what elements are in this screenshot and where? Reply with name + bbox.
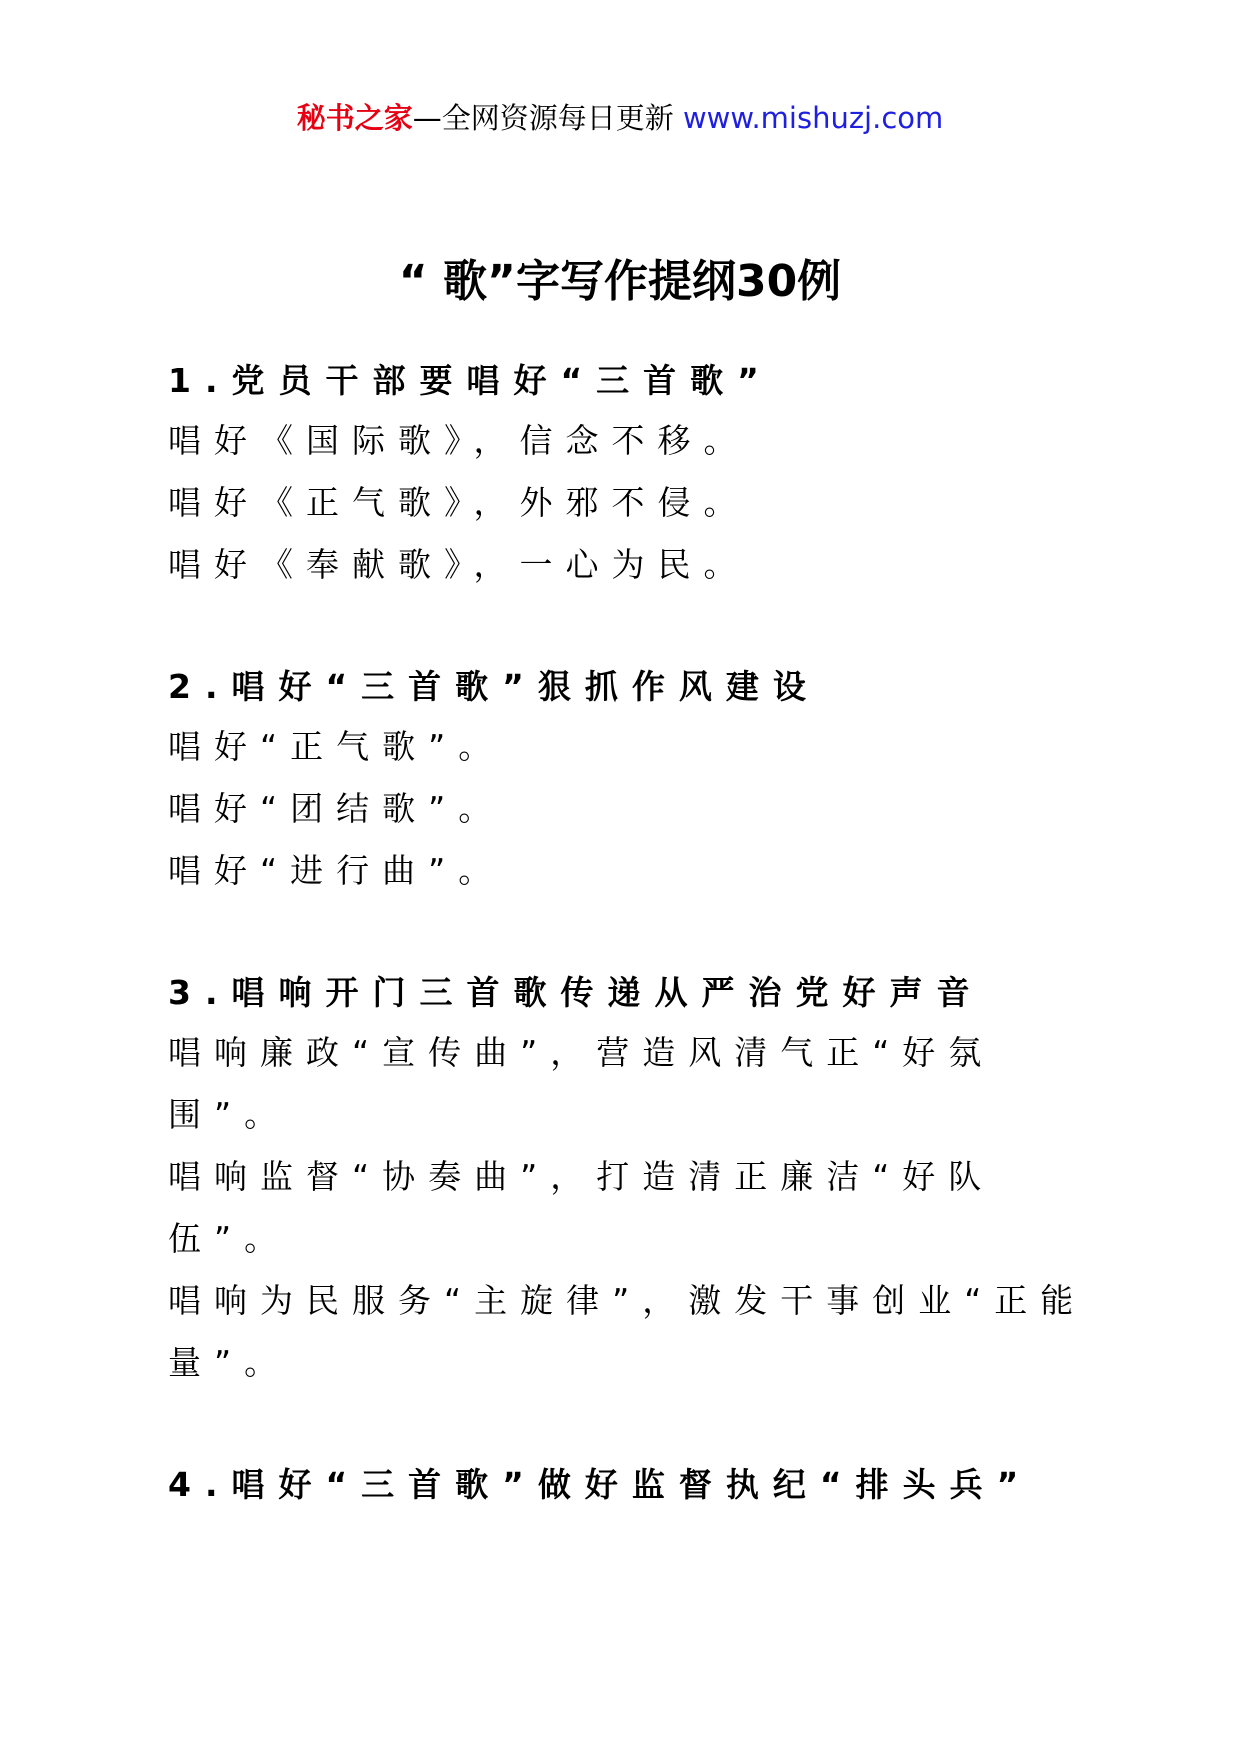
section-line: 唱响监督“协奏曲”，打造清正廉洁“好队伍”。 — [168, 1157, 995, 1258]
section-line: 唱响廉政“宣传曲”，营造风清气正“好氛围”。 — [168, 1033, 995, 1134]
document-title: “ 歌”字写作提纲30例 — [398, 256, 842, 307]
section-1 — [168, 352, 1088, 596]
section-line: 唱好“正气歌”。 — [168, 727, 505, 766]
section-line: 唱好《正气歌》，外邪不侵。 — [168, 483, 750, 522]
section-line: 唱响为民服务“主旋律”，激发干事创业“正能量”。 — [168, 1281, 1087, 1382]
section-heading: 1.党员干部要唱好“三首歌” — [168, 361, 773, 400]
site-header — [0, 98, 1240, 138]
site-brand: 秘书之家 — [296, 101, 413, 135]
section-line: 唱好《国际歌》，信念不移。 — [168, 421, 750, 460]
document-body — [168, 352, 1088, 1576]
section-line: 唱好“进行曲”。 — [168, 851, 505, 890]
section-line: 唱好《奉献歌》，一心为民。 — [168, 545, 750, 584]
section-2 — [168, 658, 1088, 902]
section-line: 唱好“团结歌”。 — [168, 789, 505, 828]
section-heading: 3.唱响开门三首歌传递从严治党好声音 — [168, 973, 984, 1012]
section-heading: 4.唱好“三首歌”做好监督执纪“排头兵” — [168, 1465, 1033, 1504]
site-tagline: —全网资源每日更新 — [412, 101, 674, 135]
section-3 — [168, 964, 1088, 1394]
section-4 — [168, 1456, 1088, 1514]
section-heading: 2.唱好“三首歌”狠抓作风建设 — [168, 667, 820, 706]
site-url-link[interactable]: www.mishuzj.com — [682, 101, 944, 135]
